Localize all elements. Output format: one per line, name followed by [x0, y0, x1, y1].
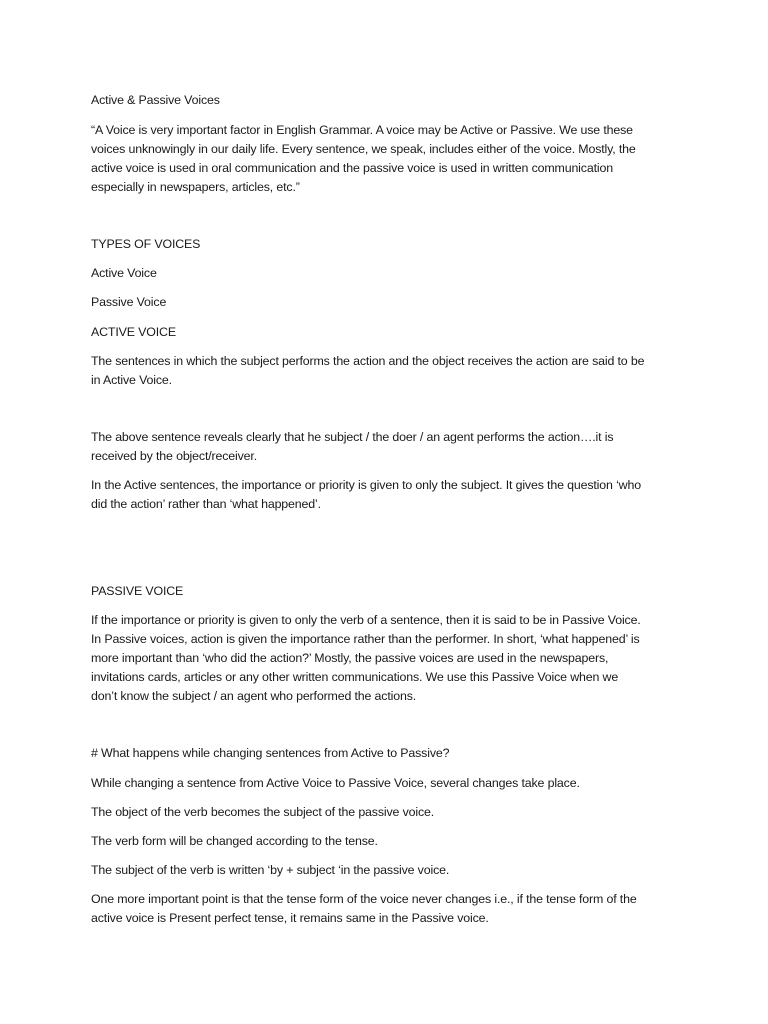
changes-heading: # What happens while changing sentences from Active to Passive? — [91, 746, 450, 760]
active-definition-line: in Active Voice. — [91, 373, 172, 387]
change-item: The object of the verb becomes the subject of the passive voice. — [91, 805, 435, 819]
passive-definition-line: In Passive voices, action is given the importance rather than the performer. In short, ‘what happened’ is — [91, 632, 640, 646]
tense-note-line: active voice is Present perfect tense, it remains same in the Passive voice. — [91, 911, 489, 925]
active-priority-line: In the Active sentences, the importance or priority is given to only the subject. It gives the question ‘who — [91, 478, 641, 492]
passive-definition-line: more important than ‘who did the action?’ Mostly, the passive voices are used in the newspapers, — [91, 651, 609, 665]
active-definition-line: The sentences in which the subject performs the action and the object receives the action are said to be — [91, 354, 645, 368]
intro-line: especially in newspapers, articles, etc.” — [91, 180, 300, 194]
active-explanation-line: The above sentence reveals clearly that he subject / the doer / an agent performs the action….it is — [91, 430, 614, 444]
changes-intro: While changing a sentence from Active Voice to Passive Voice, several changes take place. — [91, 776, 580, 790]
passive-definition-line: If the importance or priority is given to only the verb of a sentence, then it is said to be in Passive Voice. — [91, 613, 641, 627]
active-priority-line: did the action’ rather than ‘what happened’. — [91, 497, 321, 511]
type-active-item: Active Voice — [91, 266, 157, 280]
passive-definition-line: don’t know the subject / an agent who performed the actions. — [91, 689, 417, 703]
tense-note-line: One more important point is that the tense form of the voice never changes i.e., if the tense form of the — [91, 892, 637, 906]
passive-definition-line: invitations cards, articles or any other written communications. We use this Passive Voice when we — [91, 670, 619, 684]
intro-line: voices unknowingly in our daily life. Every sentence, we speak, includes either of the voice. Mostly, the — [91, 142, 636, 156]
change-item: The subject of the verb is written ‘by + subject ‘in the passive voice. — [91, 863, 450, 877]
active-voice-heading: ACTIVE VOICE — [91, 325, 176, 339]
types-heading: TYPES OF VOICES — [91, 237, 201, 251]
document-title: Active & Passive Voices — [91, 93, 220, 107]
type-passive-item: Passive Voice — [91, 295, 167, 309]
intro-line: “A Voice is very important factor in English Grammar. A voice may be Active or Passive. We use these — [91, 123, 633, 137]
passive-voice-heading: PASSIVE VOICE — [91, 584, 184, 598]
intro-line: active voice is used in oral communication and the passive voice is used in written communication — [91, 161, 613, 175]
active-explanation-line: received by the object/receiver. — [91, 449, 258, 463]
change-item: The verb form will be changed according to the tense. — [91, 834, 378, 848]
